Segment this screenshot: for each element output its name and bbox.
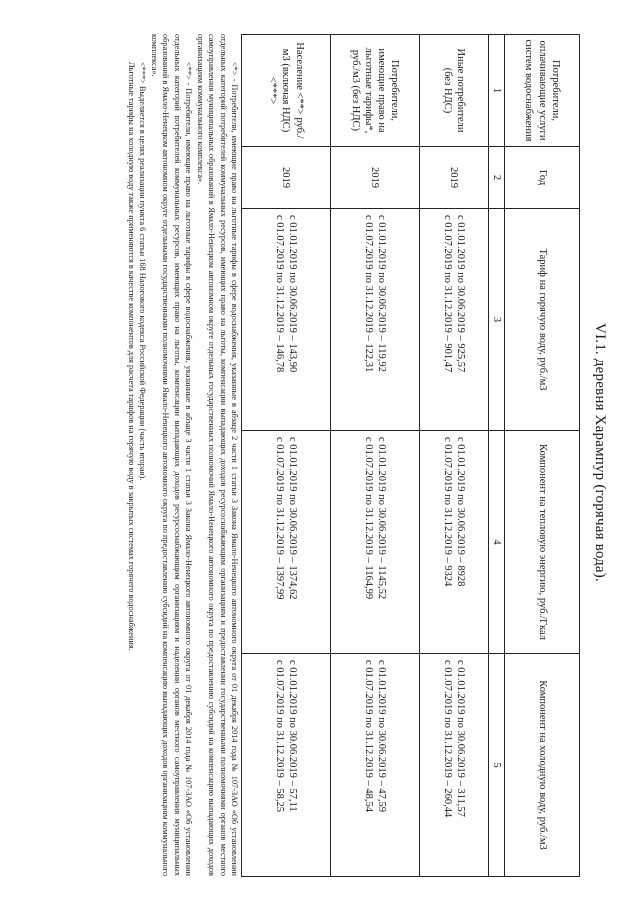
column-number-row — [488, 35, 504, 877]
period-value: с 01.07.2019 по 31.12.2019 – 260,44 — [441, 660, 453, 818]
period-value: с 01.07.2019 по 31.12.2019 – 1397,99 — [273, 437, 285, 600]
column-number: 3 — [488, 209, 504, 431]
year-cell: 2019 — [241, 147, 330, 209]
period-value: с 01.07.2019 по 31.12.2019 – 48,54 — [362, 660, 374, 813]
table-header-row — [505, 35, 580, 877]
table-row — [419, 35, 488, 877]
period-value: с 01.01.2019 по 30.06.2019 – 8928 — [455, 437, 466, 587]
document-title: VI.1. деревня Харампур (горячая вода). — [592, 323, 608, 582]
period-value: с 01.01.2019 по 30.06.2019 – 47,59 — [376, 660, 387, 813]
footnote: <***> Выделяется в целях реализации пункта 6 статьи 168 Налогового кодекса Российской Федерации (часть вторая). — [138, 62, 148, 481]
period-value: с 01.01.2019 по 30.06.2019 – 311,57 — [455, 660, 466, 817]
heat-cell — [330, 431, 419, 654]
period-value: с 01.01.2019 по 30.06.2019 – 1145,52 — [376, 437, 387, 600]
tariff-table — [241, 34, 580, 877]
tariff-cell — [330, 209, 419, 431]
heat-cell — [419, 431, 488, 654]
period-value: с 01.07.2019 по 31.12.2019 – 9324 — [441, 437, 453, 587]
column-number: 1 — [488, 35, 504, 147]
cold-cell — [330, 654, 419, 877]
column-number: 5 — [488, 654, 504, 877]
category-cell: Потребители, имеющие право на льготные тарифы*, руб./м3 (без НДС) — [330, 35, 419, 147]
period-value: с 01.07.2019 по 31.12.2019 – 122,31 — [362, 215, 374, 373]
period-value: с 01.07.2019 по 31.12.2019 – 1164,99 — [362, 437, 374, 600]
heat-cell — [241, 431, 330, 654]
column-number: 4 — [488, 431, 504, 654]
year-cell: 2019 — [419, 147, 488, 209]
period-value: с 01.07.2019 по 31.12.2019 – 901,47 — [441, 215, 453, 373]
tariff-cell — [241, 209, 330, 431]
column-number: 2 — [488, 147, 504, 209]
category-cell: Иные потребители (без НДС) — [419, 35, 488, 147]
header-heat-component: Компонент на тепловую энергию, руб./Гкал — [505, 431, 580, 654]
header-hot-water-tariff: Тариф на горячую воду, руб./м3 — [505, 209, 580, 431]
period-value: с 01.01.2019 по 30.06.2019 – 143,90 — [287, 215, 298, 373]
table-row — [241, 35, 330, 877]
category-cell: Население <**> руб./м3 (включая НДС) <***> — [241, 35, 330, 147]
period-value: с 01.07.2019 по 31.12.2019 – 146,78 — [273, 215, 285, 373]
period-value: с 01.01.2019 по 30.06.2019 – 1374,62 — [287, 437, 298, 600]
footnotes — [126, 34, 240, 876]
period-value: с 01.01.2019 по 30.06.2019 – 925,57 — [455, 215, 466, 373]
header-cold-water-component: Компонент на холодную воду, руб./м3 — [505, 654, 580, 877]
header-consumers: Потребители, оплачивающие услуги систем водоснабжения — [505, 35, 580, 147]
cold-cell — [241, 654, 330, 877]
cold-cell — [419, 654, 488, 877]
year-cell: 2019 — [330, 147, 419, 209]
footnote: Льготные тарифы на холодную воду также применяются в качестве компонентов для расчета тарифов на горячую воду в закрытых системах горячего водоснабжения. — [127, 62, 137, 651]
period-value: с 01.01.2019 по 30.06.2019 – 119,92 — [376, 215, 387, 372]
period-value: с 01.07.2019 по 31.12.2019 – 58,25 — [273, 660, 285, 813]
footnote: <*> - Потребители, имеющие право на льготные тарифы в сфере водоснабжения, указанные в абзаце 2 части 1 статьи 3 Закона Ямало-Ненецкого автономного округа от 01 декабря 2014 года № 107-ЗАО «Об установлении отдельных категорий потребителей коммунальных ресурсов, имеющих право на льготы, компенсации выпадающих доходов ресурсоснабжающим организациям и предоставлении государственными полномочиями органов местного самоуправления муниципальных образований в Ямало-Ненецком автономном округе отдельных государственных полномочий Ямало-Ненецкого автономного округа по предоставлению субсидий на компенсацию выпадающих доходов организациям коммунального комплекса». — [195, 34, 239, 876]
header-year: Год — [505, 147, 580, 209]
tariff-cell — [419, 209, 488, 431]
footnote: <**> - Потребители, имеющие право на льготные тарифы в сфере водоснабжения, указанные в абзаце 3 части 1 статьи 3 Закона Ямало-Ненецкого автономного округа от 01 декабря 2014 года № 107-ЗАО «Об установлении отдельных категорий потребителей коммунальных ресурсов, имеющих право на льготы, компенсации выпадающих доходов ресурсоснабжающим организациям и наделении органов местного самоуправления муниципальных образований в Ямало-Ненецком автономном округе отдельными государственными полномочиями Ямало-Ненецкого автономного округа по предоставлению субсидий на компенсацию выпадающих доходов организациям коммунального комплекса». — [149, 34, 194, 876]
table-row — [330, 35, 419, 877]
period-value: с 01.01.2019 по 30.06.2019 – 57,11 — [287, 660, 298, 812]
